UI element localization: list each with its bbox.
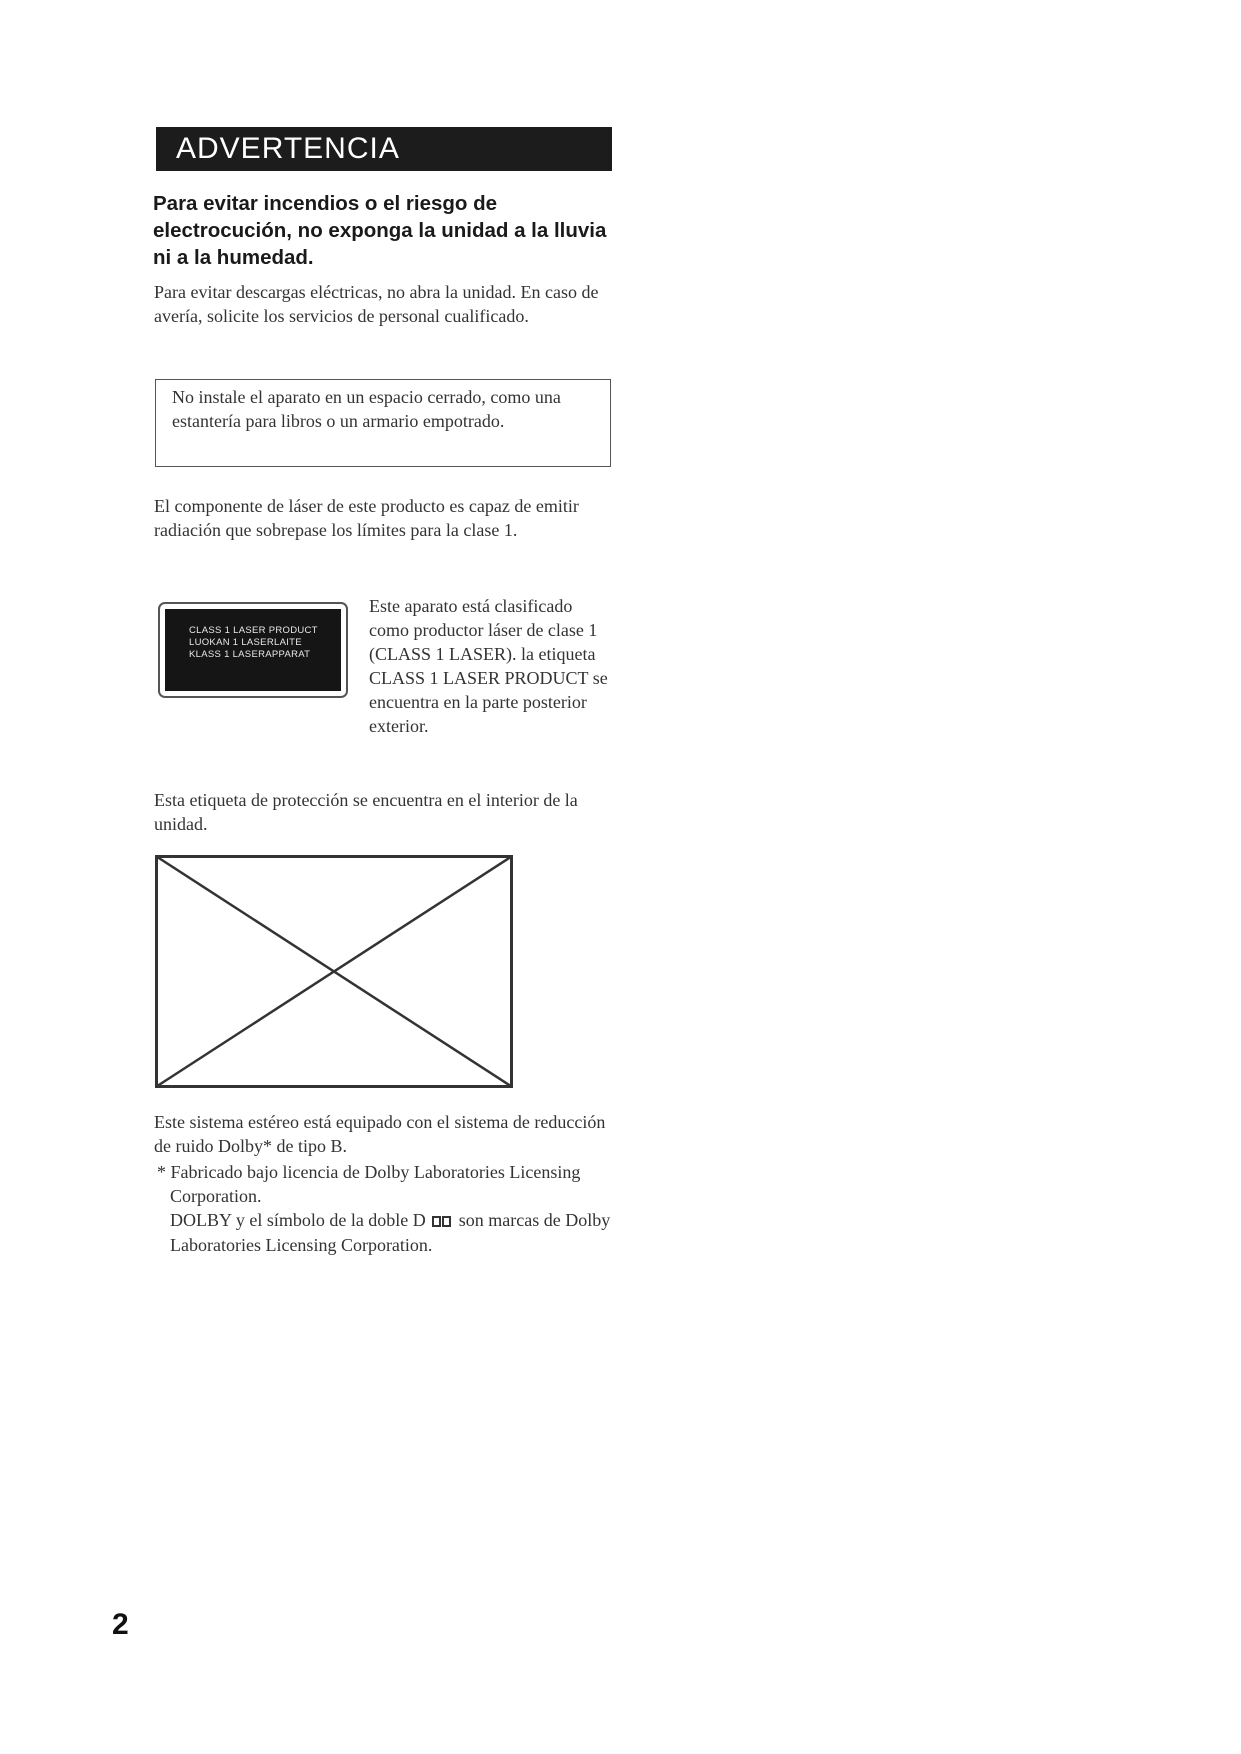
class1-laser-product-label xyxy=(158,602,348,698)
shock-warning-paragraph: Para evitar descargas eléctricas, no abra la unidad. En caso de avería, solicite los servicios de personal cualificado. xyxy=(154,282,599,326)
dolby-footnote xyxy=(152,1160,622,1257)
footnote-license-line: * Fabricado bajo licencia de Dolby Laboratories Licensing Corporation. xyxy=(157,1162,581,1206)
footnote-trademark-line xyxy=(152,1208,622,1257)
laser-label-plate xyxy=(165,609,341,691)
laser-radiation-paragraph: El componente de láser de este producto es capaz de emitir radiación que sobrepase los límites para la clase 1. xyxy=(154,496,579,540)
page-number: 2 xyxy=(112,1608,129,1641)
footnote-trademark-text-before: DOLBY y el símbolo de la doble D xyxy=(170,1210,426,1230)
protection-label-placeholder-image xyxy=(155,855,513,1088)
dolby-noise-reduction-paragraph: Este sistema estéreo está equipado con el sistema de reducción de ruido Dolby* de tipo B. xyxy=(154,1112,606,1156)
footnote-trademark-text-after: son marcas de Dolby Laboratories Licensing Corporation. xyxy=(170,1210,611,1255)
laser-label-line: LUOKAN 1 LASERLAITE xyxy=(189,637,302,648)
banner-title: ADVERTENCIA xyxy=(176,132,400,165)
laser-label-line: KLASS 1 LASERAPPARAT xyxy=(189,649,311,660)
installation-notice-box xyxy=(155,379,611,467)
protection-label-paragraph: Esta etiqueta de protección se encuentra en el interior de la unidad. xyxy=(154,790,578,834)
installation-notice-text: No instale el aparato en un espacio cerrado, como una estantería para libros o un armario empotrado. xyxy=(172,387,561,431)
section-banner xyxy=(156,127,612,171)
warning-heading: Para evitar incendios o el riesgo de electrocución, no exponga la unidad a la lluvia ni a la humedad. xyxy=(153,192,607,269)
double-d-logo-icon xyxy=(432,1209,452,1233)
laser-label-line: CLASS 1 LASER PRODUCT xyxy=(189,625,318,636)
class1-description-paragraph: Este aparato está clasificado como productor láser de clase 1 (CLASS 1 LASER). la etiqueta CLASS 1 LASER PRODUCT se encuentra en la parte posterior exterior. xyxy=(369,596,608,736)
